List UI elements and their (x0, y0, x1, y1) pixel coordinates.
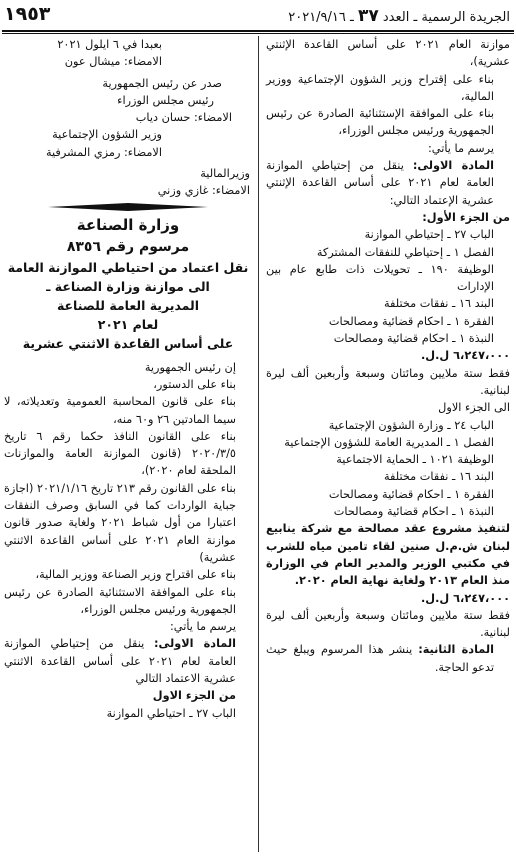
social-minister-signature: الامضاء: رمزي المشرفية (45, 145, 162, 159)
right-paragraph (266, 330, 510, 347)
paragraph-text: البند ١٦ ـ نفقات مختلفة (383, 470, 494, 484)
right-paragraph (266, 590, 510, 607)
paragraph-text: الفصل ١ ـ إحتياطي للنفقات المشتركة (316, 245, 494, 259)
decree-paragraph (4, 428, 252, 480)
paragraph-text: الفقرة ١ ـ احكام قضائية ومصالحات (328, 487, 494, 501)
right-paragraph (266, 486, 510, 503)
paragraph-text: بناء على إقتراح وزير الشؤون الإجتماعية ووزير المالية، (266, 72, 494, 103)
decree-paragraph (4, 376, 252, 393)
paragraph-text: بناء على الدستور، (153, 377, 236, 391)
divider-ornament (48, 202, 208, 212)
gazette-name: الجريدة الرسمية ـ العدد (382, 10, 510, 25)
paragraph-text: بناء على الموافقة الإستثنائية الصادرة عن رئيس الجمهورية ورئيس مجلس الوزراء، (266, 107, 494, 138)
issued-place-date: بعبدا في ٦ ايلول ٢٠٢١ (57, 38, 162, 51)
right-paragraph (266, 36, 510, 71)
left-column (4, 36, 252, 722)
paragraph-text: لتنفيذ مشروع عقد مصالحة مع شركة ينابيع لبنان ش.م.ل صنين لقاء تامين مياه للشرب في مكتبي الوزير والمدير العام في الوزارة منذ العام ٢٠١٣ ولغاية نهاية العام ٢٠٢٠. (266, 522, 510, 588)
paragraph-text: البند ١٦ ـ نفقات مختلفة (383, 297, 494, 311)
right-paragraph (266, 468, 510, 485)
decree-subject-line: لعام ٢٠٢١ (97, 316, 159, 332)
paragraph-text: الباب ٢٤ ـ وزارة الشؤون الإجتماعية (328, 418, 494, 432)
pm-signature: الامضاء: حسان دياب (135, 111, 232, 125)
paragraph-text: من الجزء الاول (152, 689, 236, 703)
header-title: الجريدة الرسمية ـ العدد ٣٧ ـ ٢٠٢١/٩/١٦ (288, 6, 510, 26)
right-paragraph (266, 607, 510, 642)
right-paragraph (266, 520, 510, 589)
right-paragraph (266, 226, 510, 243)
decree-number: مرسوم رقم ٨٣٥٦ (66, 238, 190, 255)
paragraph-text: بناء على القانون النافذ حكما رقم ٦ تاريخ ٢٠٢٠/٣/٥ (قانون الموازنة العامة والموازنات الملحقة لعام ٢٠٢٠)، (4, 429, 236, 478)
right-paragraph (266, 105, 510, 140)
paragraph-text: موازنة العام ٢٠٢١ على أساس القاعدة الإثنتي عشرية)، (266, 38, 510, 69)
social-minister-title: وزير الشؤون الإجتماعية (52, 128, 162, 142)
right-paragraph (266, 261, 510, 296)
paragraph-text: فقط ستة ملايين ومائتان وسبعة وأربعين ألف ليرة لبنانية. (266, 608, 510, 640)
paragraph-text: ٦،٢٤٧،٠٠٠ ل.ل. (421, 591, 510, 605)
decree-paragraph (4, 687, 252, 704)
decree-subject (4, 258, 252, 353)
issue-number: ٣٧ (357, 6, 379, 26)
decree-divider (4, 200, 252, 214)
paragraph-text: إن رئيس الجمهورية (144, 360, 236, 374)
paragraph-text: يرسم ما يأتي: (170, 620, 236, 634)
paragraph-text: الى الجزء الاول (438, 401, 510, 415)
paragraph-text: الفصل ١ ـ المديرية العامة للشؤون الإجتماعية (284, 435, 494, 449)
finance-minister-signature: الامضاء: غازي وزني (157, 184, 250, 198)
paragraph-text: بناء على الموافقة الاستثنائية الصادرة عن رئيس الجمهورية ورئيس مجلس الوزراء، (4, 585, 236, 616)
right-paragraph (266, 503, 510, 520)
paragraph-text: الفقرة ١ ـ احكام قضائية ومصالحات (328, 314, 494, 328)
paragraph-text: بناء على القانون رقم ٢١٣ تاريخ ٢٠٢١/١/١٦ (اجازة جباية الواردات كما في السابق وصرف النفقات اعتبارا من أول شباط ٢٠٢١ ولغاية صدور قانون موازنة العام ٢٠٢١ على أساس القاعدة الاثنتي عشرية) (4, 481, 236, 564)
ministry-title: وزارة الصناعة (76, 215, 180, 234)
president-signature: الامضاء: ميشال عون (64, 55, 162, 69)
right-column (266, 36, 510, 676)
paragraph-text: النبذة ١ ـ احكام قضائية ومصالحات (333, 505, 494, 519)
right-paragraph (266, 295, 510, 312)
decree-subject-line: نقل اعتماد من احتياطي الموازنة العامة (7, 259, 249, 275)
paragraph-text: الوظيفة ١٩٠ ـ تحويلات ذات طابع عام بين الإدارات (266, 262, 494, 294)
paragraph-text: الباب ٢٧ ـ إحتياطي الموازنة (364, 228, 494, 242)
right-paragraph (266, 417, 510, 434)
paragraph-text: من الجزء الأول: (422, 210, 510, 224)
right-paragraph (266, 140, 510, 157)
article-heading: المادة الاولى: (412, 159, 494, 173)
decree-paragraph (4, 359, 252, 376)
finance-minister-title: وزيرالمالية (200, 167, 250, 181)
paragraph-text: ينقل من إحتياطي الموازنة العامة لعام ٢٠٢١ على أساس القاعدة الاثنتي عشرية الاعتماد التالي (4, 637, 236, 686)
decree-paragraph (4, 635, 252, 687)
right-paragraph (266, 313, 510, 330)
paragraph-text: بناء على اقتراح وزير الصناعة ووزير المالية، (35, 568, 236, 582)
right-paragraph (266, 244, 510, 261)
paragraph-text: يرسم ما يأتي: (428, 141, 494, 155)
signature-block (4, 36, 252, 200)
right-paragraph (266, 399, 510, 416)
article-heading: المادة الثانية: (418, 643, 494, 657)
paragraph-text: النبذة ١ ـ احكام قضائية ومصالحات (333, 332, 494, 346)
right-paragraph (266, 365, 510, 400)
decree-paragraph (4, 618, 252, 635)
decree-subject-line: الى موازنة وزارة الصناعة ـ (46, 278, 210, 294)
paragraph-text: ينقل من إحتياطي الموازنة العامة لعام ٢٠٢١ على أساس القاعدة الإثنتي عشرية الإعتماد التالي: (266, 159, 495, 207)
paragraph-text: الباب ٢٧ ـ احتياطي الموازنة (106, 706, 236, 720)
decree-subject-line: المديرية العامة للصناعة (56, 297, 200, 313)
issue-date: ٢٠٢١/٩/١٦ (288, 10, 346, 25)
right-paragraph (266, 157, 510, 209)
paragraph-text: ينشر هذا المرسوم ويبلغ حيث تدعو الحاجة. (266, 643, 494, 674)
right-paragraph (266, 434, 510, 451)
pm-title: رئيس مجلس الوزراء (117, 93, 214, 107)
decree-body (4, 359, 252, 722)
decree-paragraph (4, 480, 252, 566)
column-divider (258, 36, 259, 852)
decree-paragraph (4, 566, 252, 583)
decree-paragraph (4, 705, 252, 722)
page-number: ١٩٥٣ (4, 3, 51, 25)
header-rule (2, 30, 514, 32)
right-paragraph (266, 71, 510, 106)
page-header (0, 0, 516, 30)
paragraph-text: فقط ستة ملايين ومائتان وسبعة وأربعين ألف ليرة لبنانية. (266, 366, 510, 397)
issued-by: صدر عن رئيس الجمهورية (102, 76, 222, 90)
right-paragraph (266, 209, 510, 226)
paragraph-text: ٦،٢٤٧،٠٠٠ ل.ل. (421, 349, 510, 363)
right-paragraph (266, 347, 510, 364)
header-rule-thin (2, 33, 514, 34)
paragraph-text: بناء على قانون المحاسبة العمومية وتعديلاته، لا سيما المادتين ٢٦ و٦٠ منه، (4, 395, 236, 426)
right-paragraph (266, 451, 510, 468)
paragraph-text: الوظيفة ١٠٢١ ـ الحماية الاجتماعية (336, 453, 494, 467)
right-paragraph (266, 641, 510, 676)
decree-paragraph (4, 393, 252, 428)
decree-paragraph (4, 584, 252, 619)
article-heading: المادة الاولى: (154, 637, 236, 651)
decree-subject-line: على أساس القاعدة الاثنتي عشرية (22, 335, 234, 351)
